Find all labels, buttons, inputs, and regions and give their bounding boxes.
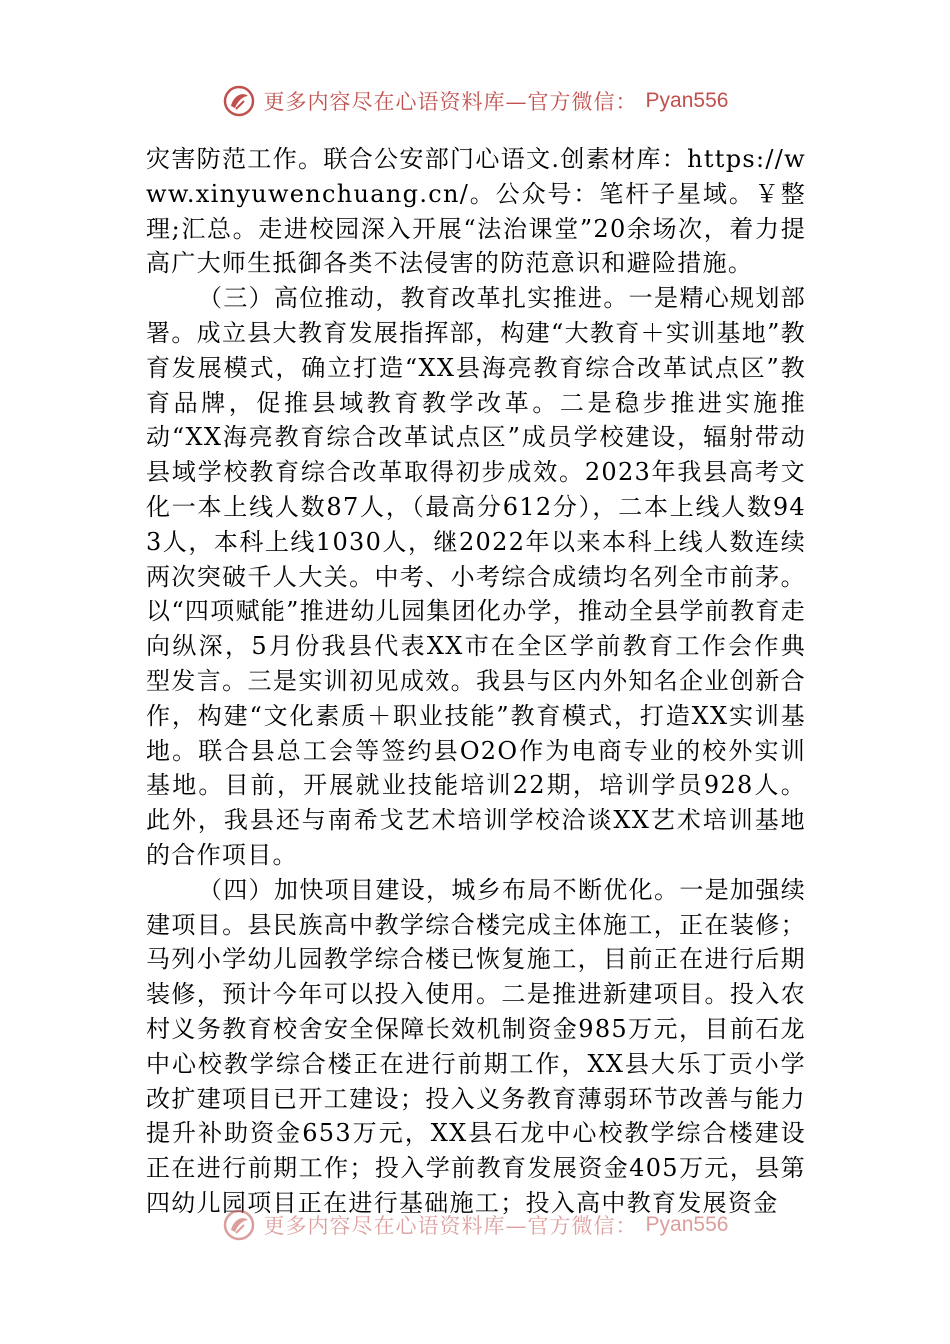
- paragraph-3: （四）加快项目建设，城乡布局不断优化。一是加强续建项目。县民族高中教学综合楼完成主体施工，正在装修；马列小学幼儿园教学综合楼已恢复施工，目前正在进行后期装修，预计今年可以投入使用。二是推进新建项目。投入农村义务教育校舍安全保障长效机制资金985万元，目前石龙中心校教学综合楼正在进行前期工作，XX县大乐丁贡小学改扩建项目已开工建设；投入义务教育薄弱环节改善与能力提升补助资金653万元，XX县石龙中心校教学综合楼建设正在进行前期工作；投入学前教育发展资金405万元，县第四幼儿园项目正在进行基础施工；投入高中教育发展资金: [146, 875, 806, 1217]
- brand-logo-icon: [222, 84, 256, 118]
- watermark-wechat-id: Pyan556: [645, 89, 729, 112]
- paragraph-2: （三）高位推动，教育改革扎实推进。一是精心规划部署。成立县大教育发展指挥部，构建“大教育＋实训基地”教育发展模式，确立打造“XX县海亮教育综合改革试点区”教育品牌，促推县域教育教学改革。二是稳步推进实施推动“XX海亮教育综合改革试点区”成员学校建设，辐射带动县域学校教育综合改革取得初步成效。2023年我县高考文化一本上线人数87人，（最高分612分），二本上线人数943人，本科上线1030人，继2022年以来本科上线人数连续两次突破千人大关。中考、小考综合成绩均名列全市前茅。以“四项赋能”推进幼儿园集团化办学，推动全县学前教育走向纵深，5月份我县代表XX市在全区学前教育工作会作典型发言。三是实训初见成效。我县与区内外知名企业创新合作，构建“文化素质＋职业技能”教育模式，打造XX实训基地。联合县总工会等签约县O2O作为电商专业的校外实训基地。目前，开展就业技能培训22期，培训学员928人。此外，我县还与南希戈艺术培训学校洽谈XX艺术培训基地的合作项目。: [146, 284, 806, 869]
- footer-watermark: [0, 1208, 950, 1242]
- header-watermark: [0, 84, 950, 118]
- watermark-text: 更多内容尽在心语资料库—官方微信：: [263, 90, 638, 114]
- watermark-wechat-id: Pyan556: [645, 1213, 729, 1236]
- document-body: [146, 142, 806, 1221]
- paragraph-1: 灾害防范工作。联合公安部门心语文.创素材库：https://www.xinyuwenchuang.cn/。公众号：笔杆子星域。￥整理;汇总。走进校园深入开展“法治课堂”20余场次，着力提高广大师生抵御各类不法侵害的防范意识和避险措施。: [146, 145, 806, 278]
- brand-logo-icon: [222, 1208, 256, 1242]
- watermark-text: 更多内容尽在心语资料库—官方微信：: [263, 1214, 638, 1238]
